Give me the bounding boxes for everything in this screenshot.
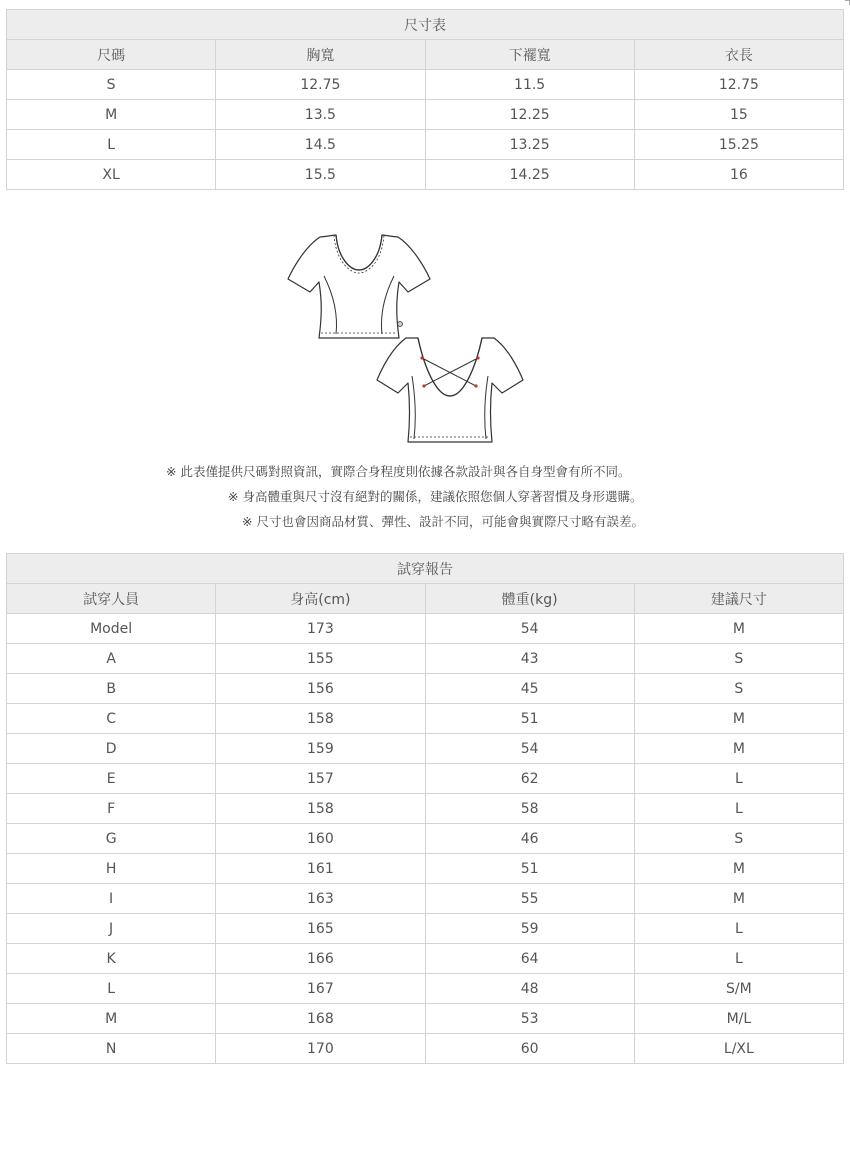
fitting-row — [7, 1034, 844, 1064]
table-cell: B — [7, 674, 216, 704]
size-table-header-row — [7, 40, 844, 70]
table-cell: 54 — [425, 614, 634, 644]
table-cell: 16 — [634, 160, 843, 190]
table-cell: L/XL — [634, 1034, 843, 1064]
table-cell: M — [634, 884, 843, 914]
table-cell: L — [634, 914, 843, 944]
fitting-row — [7, 1004, 844, 1034]
table-cell: 43 — [425, 644, 634, 674]
front-view-drawing — [288, 235, 430, 338]
table-cell: N — [7, 1034, 216, 1064]
table-cell: 58 — [425, 794, 634, 824]
fitting-row — [7, 884, 844, 914]
column-header: 尺碼 — [7, 40, 216, 70]
table-cell: 166 — [216, 944, 425, 974]
fitting-table-title: 試穿報告 — [7, 554, 844, 584]
table-cell: 46 — [425, 824, 634, 854]
table-cell: S — [634, 824, 843, 854]
table-cell: S — [634, 644, 843, 674]
table-cell: K — [7, 944, 216, 974]
table-cell: M — [7, 100, 216, 130]
table-cell: 51 — [425, 704, 634, 734]
table-cell: 51 — [425, 854, 634, 884]
table-cell: 53 — [425, 1004, 634, 1034]
fitting-table-title-row — [7, 554, 844, 584]
size-row — [7, 130, 844, 160]
table-cell: S — [634, 674, 843, 704]
table-cell: 158 — [216, 704, 425, 734]
table-cell: M — [7, 1004, 216, 1034]
fitting-row — [7, 974, 844, 1004]
garment-illustration — [284, 226, 544, 448]
table-cell: S/M — [634, 974, 843, 1004]
table-cell: H — [7, 854, 216, 884]
size-row — [7, 70, 844, 100]
fitting-row — [7, 914, 844, 944]
table-cell: XL — [7, 160, 216, 190]
table-cell: 158 — [216, 794, 425, 824]
fitting-report-table — [6, 553, 844, 1064]
fitting-table-header-row — [7, 584, 844, 614]
table-cell: M — [634, 734, 843, 764]
table-cell: 59 — [425, 914, 634, 944]
table-cell: 12.75 — [634, 70, 843, 100]
fitting-row — [7, 944, 844, 974]
table-cell: M — [634, 854, 843, 884]
table-cell: 157 — [216, 764, 425, 794]
table-cell: 11.5 — [425, 70, 634, 100]
table-cell: 163 — [216, 884, 425, 914]
table-cell: L — [634, 764, 843, 794]
column-header: 衣長 — [634, 40, 843, 70]
note-line: ※ 尺寸也會因商品材質、彈性、設計不同，可能會與實際尺寸略有誤差。 — [242, 514, 644, 529]
column-header: 試穿人員 — [7, 584, 216, 614]
table-cell: 168 — [216, 1004, 425, 1034]
table-cell: A — [7, 644, 216, 674]
table-cell: E — [7, 764, 216, 794]
fitting-row — [7, 704, 844, 734]
table-cell: C — [7, 704, 216, 734]
table-cell: 155 — [216, 644, 425, 674]
table-cell: F — [7, 794, 216, 824]
table-cell: 15.5 — [216, 160, 425, 190]
size-table-title-row — [7, 10, 844, 40]
fitting-row — [7, 614, 844, 644]
table-cell: 13.5 — [216, 100, 425, 130]
table-cell: Model — [7, 614, 216, 644]
corner-mark — [845, 0, 850, 5]
note-line: ※ 身高體重與尺寸沒有絕對的關係，建議依照您個人穿著習慣及身形選購。 — [228, 489, 643, 504]
table-cell: L — [634, 944, 843, 974]
fitting-row — [7, 734, 844, 764]
fitting-row — [7, 794, 844, 824]
table-cell: D — [7, 734, 216, 764]
fitting-row — [7, 824, 844, 854]
size-row — [7, 100, 844, 130]
column-header: 建議尺寸 — [634, 584, 843, 614]
table-cell: 45 — [425, 674, 634, 704]
size-table — [6, 9, 844, 190]
table-cell: 12.25 — [425, 100, 634, 130]
table-cell: 60 — [425, 1034, 634, 1064]
table-cell: 15.25 — [634, 130, 843, 160]
fitting-row — [7, 674, 844, 704]
table-cell: 62 — [425, 764, 634, 794]
size-table-title: 尺寸表 — [7, 10, 844, 40]
table-cell: L — [7, 974, 216, 1004]
table-cell: I — [7, 884, 216, 914]
table-cell: 13.25 — [425, 130, 634, 160]
table-cell: J — [7, 914, 216, 944]
table-cell: 55 — [425, 884, 634, 914]
table-cell: 160 — [216, 824, 425, 854]
table-cell: 167 — [216, 974, 425, 1004]
table-cell: 14.25 — [425, 160, 634, 190]
table-cell: L — [7, 130, 216, 160]
fitting-row — [7, 644, 844, 674]
table-cell: G — [7, 824, 216, 854]
table-cell: S — [7, 70, 216, 100]
back-view-drawing — [377, 338, 523, 442]
table-cell: 173 — [216, 614, 425, 644]
table-cell: 156 — [216, 674, 425, 704]
table-cell: 48 — [425, 974, 634, 1004]
table-cell: L — [634, 794, 843, 824]
table-cell: M — [634, 704, 843, 734]
table-cell: 159 — [216, 734, 425, 764]
column-header: 下襬寬 — [425, 40, 634, 70]
fitting-row — [7, 854, 844, 884]
table-cell: 15 — [634, 100, 843, 130]
table-cell: 12.75 — [216, 70, 425, 100]
size-row — [7, 160, 844, 190]
column-header: 胸寬 — [216, 40, 425, 70]
table-cell: 165 — [216, 914, 425, 944]
column-header: 身高(cm) — [216, 584, 425, 614]
table-cell: 54 — [425, 734, 634, 764]
table-cell: M/L — [634, 1004, 843, 1034]
table-cell: 64 — [425, 944, 634, 974]
table-cell: 170 — [216, 1034, 425, 1064]
note-line: ※ 此表僅提供尺碼對照資訊，實際合身程度則依據各款設計與各自身型會有所不同。 — [166, 464, 631, 479]
table-cell: 161 — [216, 854, 425, 884]
table-cell: 14.5 — [216, 130, 425, 160]
column-header: 體重(kg) — [425, 584, 634, 614]
table-cell: M — [634, 614, 843, 644]
fitting-row — [7, 764, 844, 794]
